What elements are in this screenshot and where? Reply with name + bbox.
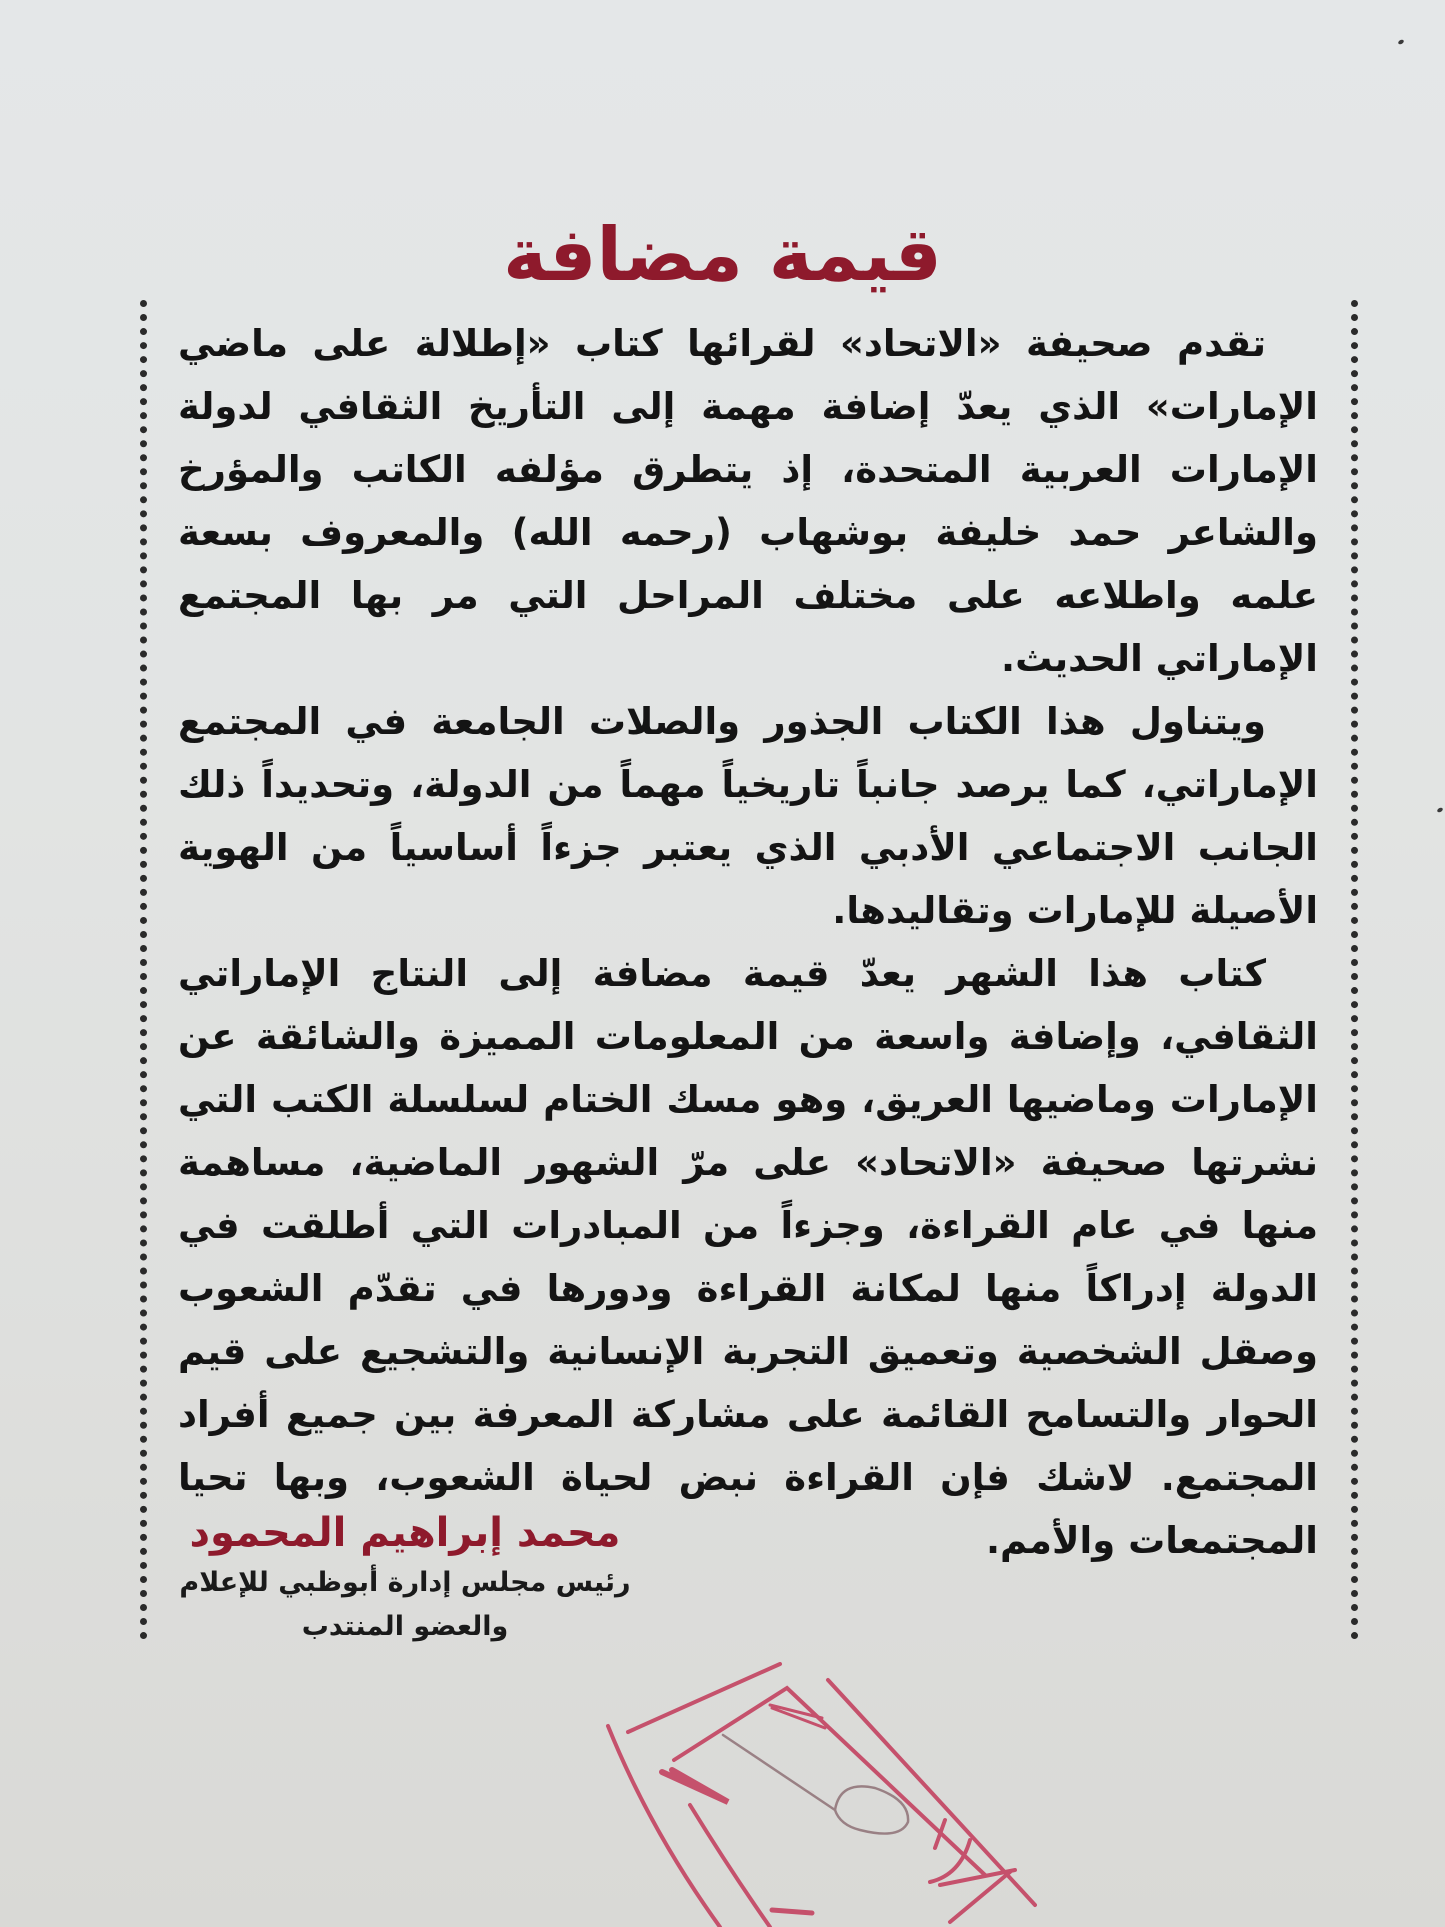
article-body [178,312,1318,1572]
handwritten-price-mark-icon [590,1660,1070,1927]
paper-speck [1397,39,1404,45]
signature-role: رئيس مجلس إدارة أبوظبي للإعلام [179,1567,631,1598]
signature-block [150,1505,660,1649]
paragraph-2: ويتناول هذا الكتاب الجذور والصلات الجامعة في المجتمع الإماراتي، كما يرصد جانباً تاريخياً مهماً من الدولة، وتحديداً ذلك الجانب الاجتماعي الأدبي الذي يعتبر جزءاً أساسياً من الهوية الأصيلة للإمارات وتقاليدها. [178,700,1318,932]
signature-name: محمد إبراهيم المحمود [189,1510,621,1556]
paragraph-1: تقدم صحيفة «الاتحاد» لقرائها كتاب «إطلالة على ماضي الإمارات» الذي يعدّ إضافة مهمة إلى التأريخ الثقافي لدولة الإمارات العربية المتحدة، إذ يتطرق مؤلفه الكاتب والمؤرخ والشاعر حمد خليفة بوشهاب (رحمه الله) والمعروف بسعة علمه واطلاعه على مختلف المراحل التي مر بها المجتمع الإماراتي الحديث. [178,322,1318,680]
paper-speck [1436,807,1443,813]
paragraph-3: كتاب هذا الشهر يعدّ قيمة مضافة إلى النتاج الإماراتي الثقافي، وإضافة واسعة من المعلومات المميزة والشائقة عن الإمارات وماضيها العريق، وهو مسك الختام لسلسلة الكتب التي نشرتها صحيفة «الاتحاد» على مرّ الشهور الماضية، مساهمة منها في عام القراءة، وجزءاً من المبادرات التي أطلقت في الدولة إدراكاً منها لمكانة القراءة ودورها في تقدّم الشعوب وصقل الشخصية وتعميق التجربة الإنسانية والتشجيع على قيم الحوار والتسامح القائمة على مشاركة المعرفة بين جميع أفراد المجتمع. لاشك فإن القراءة نبض لحياة الشعوب، وبها تحيا المجتمعات والأمم. [178,952,1318,1562]
signature-role-2: والعضو المنتدب [301,1611,509,1642]
page-title: قيمة مضافة [503,211,942,298]
